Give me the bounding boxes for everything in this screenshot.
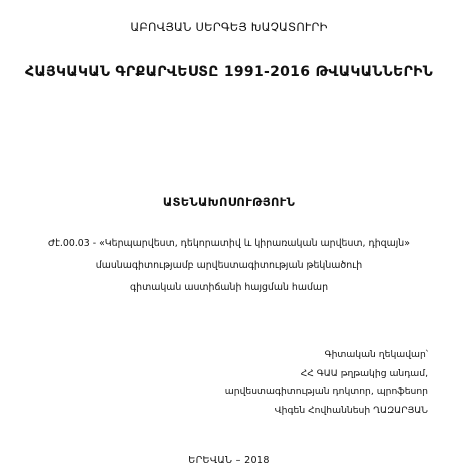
- advisor-name: Վիգեն Հովհաննեսի ՂԱԶԱՐՅԱՆ: [274, 404, 428, 416]
- dissertation-title: ՀԱՅԿԱԿԱՆ ԳՐՔԱՐՎԵՍՏԸ 1991-2016 ԹՎԱԿԱՆՆԵՐԻՆ: [24, 64, 434, 80]
- specialty-purpose-line: գիտական աստիճանի հայցման համար: [129, 282, 329, 293]
- scientific-advisor-block: [168, 346, 428, 420]
- specialty-code-line: Ժէ.00.03 - «Կերպարվեստ, դեկորատիվ և կիրառական արվեստ, դիզայն»: [48, 238, 410, 249]
- place-and-year: ԵՐԵՎԱՆ – 2018: [188, 455, 270, 466]
- specialty-degree-line: մասնագիտությամբ արվեստագիտության թեկնածուի: [95, 260, 363, 271]
- advisor-label: Գիտական ղեկավար՝: [324, 349, 428, 360]
- author-name: ԱԲՈՎՅԱՆ ՍԵՐԳԵՅ ԽԱՉԱՏՈՒՐԻ: [130, 20, 328, 34]
- advisor-membership: ՀՀ ԳԱԱ թղթակից անդամ,: [300, 367, 428, 379]
- advisor-degree: արվեստագիտության դոկտոր, պրոֆեսոր: [224, 386, 428, 397]
- document-type: ԱՏԵՆԱԽՈՍՈՒԹՅՈՒՆ: [162, 195, 296, 209]
